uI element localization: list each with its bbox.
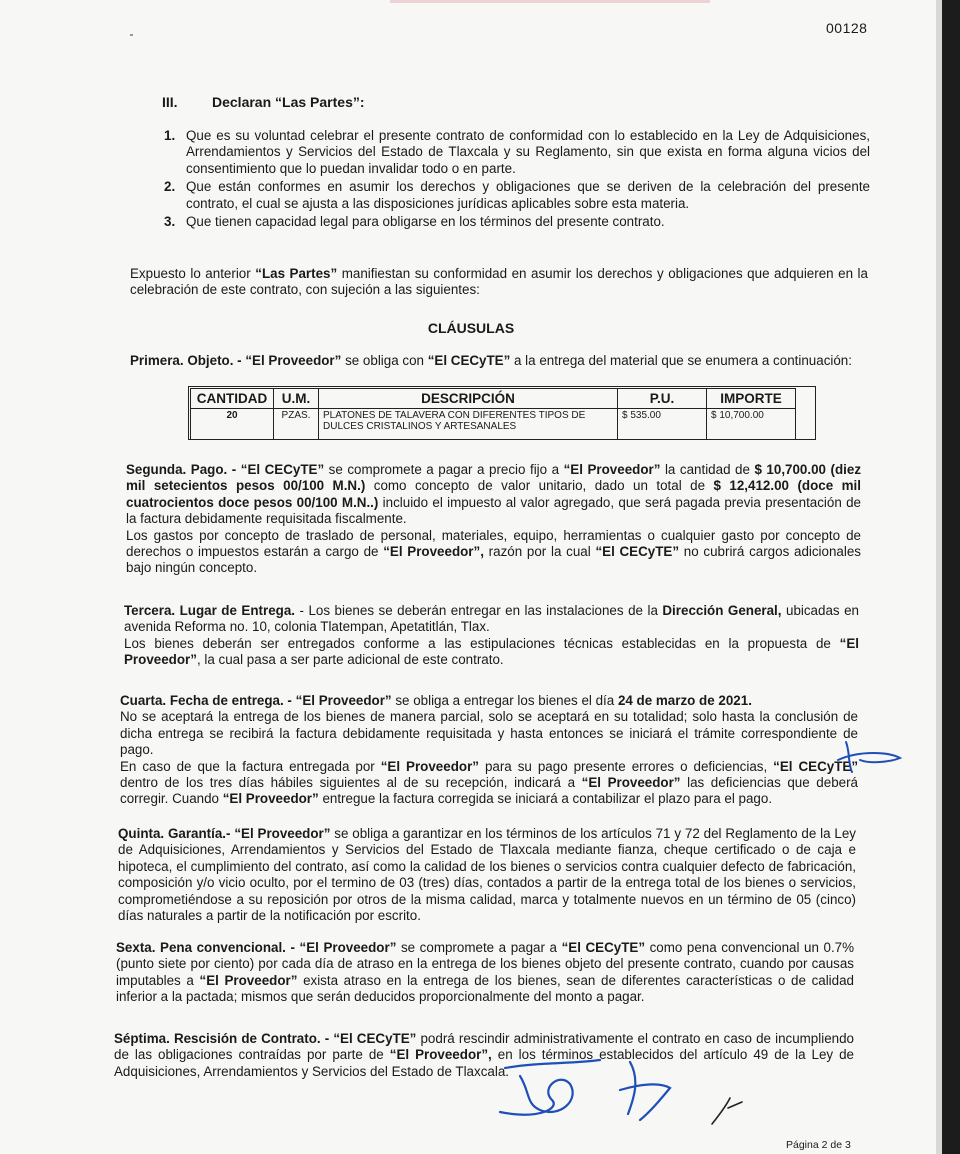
- page-footer: Página 2 de 3: [786, 1139, 851, 1151]
- clause-cuarta: Cuarta. Fecha de entrega. - “El Proveedor” se obliga a entregar los bienes el día 24 de marzo de 2021. No se aceptará la entrega de los bienes de manera parcial, solo se aceptará en su totalidad; solo hasta la conclusión de dicha entrega se recibirá la factura debidamente requisitada y hasta entonces se iniciará el trámite correspondiente de pago. En caso de que la factura entregada por “El Proveedor” para su pago presente errores o deficiencias, “El CECyTE” dentro de los tres días hábiles siguientes al de su recepción, indicará a “El Proveedor” las deficiencias que deberá corregir. Cuando “El Proveedor” entregue la factura corregida se iniciará a contabilizar el plazo para el pago.: [120, 693, 859, 807]
- clause-sexta: Sexta. Pena convencional. - “El Proveedor” se compromete a pagar a “El CECyTE” como pena convencional un 0.7% (punto siete por ciento) por cada día de atraso en la entrega de los bienes objeto del presente contrato, cuando por causas imputables a “El Proveedor” exista atraso en la entrega de los bienes, sean de diferentes características o de calidad inferior a la pactada; mismos que serán deducidos proporcionalmente del monto a pagar.: [116, 940, 855, 1005]
- cell-pu: $ 535.00: [618, 409, 707, 440]
- list-item: 1. Que es su voluntad celebrar el presente contrato de conformidad con lo establecido en la Ley de Adquisiciones, Arrendamientos y Servicios del Estado de Tlaxcala y su Reglamento, sin que exista en forma alguna vicios del consentimiento que lo puedan invalidar todo o en parte.: [164, 128, 870, 176]
- expuesto-paragraph: Expuesto lo anterior “Las Partes” manifiestan su conformidad en asumir los derechos y obligaciones que adquieren en la celebración de este contrato, con sujeción a las siguientes:: [130, 266, 868, 298]
- document-number: 00128: [826, 20, 868, 36]
- table-header: P.U.: [618, 389, 707, 409]
- table-header: DESCRIPCIÓN: [319, 389, 618, 409]
- clause-primera: Primera. Objeto. - “El Proveedor” se obliga con “El CECyTE” a la entrega del material que se enumera a continuación:: [130, 353, 852, 368]
- signature-mark: [838, 742, 900, 772]
- section-title: Declaran “Las Partes”:: [212, 94, 365, 110]
- clause-tercera: Tercera. Lugar de Entrega. - Los bienes se deberán entregar en las instalaciones de la Dirección General, ubicadas en avenida Reforma no. 10, colonia Tlatempan, Apetatitlán, Tlax. Los bienes deberán ser entregados conforme a las estipulaciones técnicas establecidas en la propuesta de “El Proveedor”, la cual pasa a ser parte adicional de este contrato.: [124, 603, 859, 668]
- cell-descripcion: PLATONES DE TALAVERA CON DIFERENTES TIPOS DE DULCES CRISTALINOS Y ARTESANALES: [319, 409, 618, 440]
- table-header: CANTIDAD: [191, 389, 274, 409]
- cell-importe: $ 10,700.00: [707, 409, 796, 440]
- clause-septima: Séptima. Rescisión de Contrato. - “El CECyTE” podrá rescindir administrativamente el contrato en caso de incumpliendo de las obligaciones contraídas por parte de “El Proveedor”, en los términos establecidos del artículo 49 de la Ley de Adquisiciones, Arrendamientos y Servicios del Estado de Tlaxcala.: [114, 1031, 855, 1079]
- table-header: U.M.: [274, 389, 319, 409]
- list-item: 3. Que tienen capacidad legal para obligarse en los términos del presente contrato.: [164, 214, 665, 230]
- section-number: III.: [162, 94, 178, 110]
- signature-small: [712, 1098, 742, 1124]
- clause-segunda: Segunda. Pago. - “El CECyTE” se compromete a pagar a precio fijo a “El Proveedor” la cantidad de $ 10,700.00 (diez mil setecientos pesos 00/100 M.N.) como concepto de valor unitario, dado un total de $ 12,412.00 (doce mil cuatrocientos doce pesos 00/100 M.N..) incluido el impuesto al valor agregado, que será pagada previa presentación de la factura debidamente requisitada fiscalmente. Los gastos por concepto de traslado de personal, materiales, equipo, herramientas o cualquier gasto por concepto de derechos o impuestos estarán a cargo de “El Proveedor”, razón por la cual “El CECyTE” no cubrirá cargos adicionales bajo ningún concepto.: [126, 462, 862, 576]
- cell-cantidad: 20: [191, 409, 274, 440]
- cell-um: PZAS.: [274, 409, 319, 440]
- signature-main: [500, 1060, 670, 1120]
- table-header: IMPORTE: [707, 389, 796, 409]
- list-item: 2. Que están conformes en asumir los derechos y obligaciones que se deriven de la celebración del presente contrato, el cual se ajusta a las disposiciones jurídicas aplicables sobre esta materia.: [164, 179, 870, 211]
- clause-quinta: Quinta. Garantía.- “El Proveedor” se obliga a garantizar en los términos de los artículos 71 y 72 del Reglamento de la Ley de Adquisiciones, Arrendamientos y Servicios del Estado de Tlaxcala mediante fianza, cheque certificado o de caja e hipoteca, el cumplimiento del contrato, así como la calidad de los bienes o servicios contra cualquier defecto de fabricación, composición y/o vicio oculto, por el termino de 03 (tres) días, contados a partir de la entrega total de los bienes o servicios, comprometiéndose a su reposición por otros de la misma calidad, marca y totalmente nuevos en un término de 05 (cinco) días naturales a partir de la notificación por escrito.: [118, 826, 856, 924]
- clausulas-title: CLÁUSULAS: [427, 320, 515, 336]
